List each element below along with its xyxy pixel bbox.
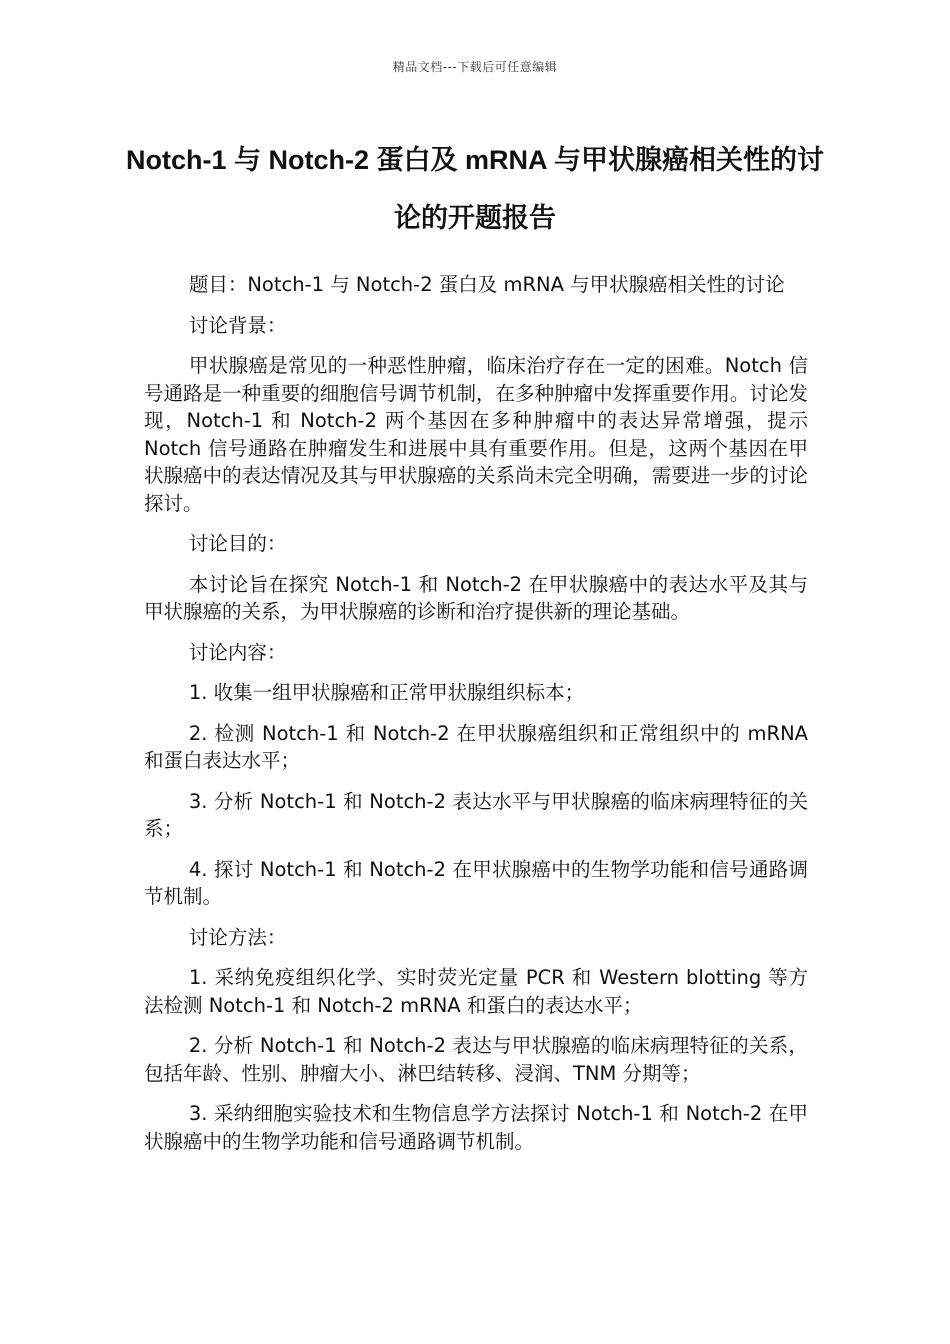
heading-content: 讨论内容： [188, 640, 287, 664]
paragraph-purpose: 本讨论旨在探究 Notch-1 和 Notch-2 在甲状腺癌中的表达水平及其与甲状腺癌的关系，为甲状腺癌的诊断和治疗提供新的理论基础。 [144, 572, 808, 623]
content-item-3: 3. 分析 Notch-1 和 Notch-2 表达水平与甲状腺癌的临床病理特征的关系； [144, 789, 808, 840]
paragraph-background: 甲状腺癌是常见的一种恶性肿瘤，临床治疗存在一定的困难。Notch 信号通路是一种重要的细胞信号调节机制，在多种肿瘤中发挥重要作用。讨论发现，Notch-1 和 Notch-2 两个基因在多种肿瘤中的表达异常增强，提示 Notch 信号通路在肿瘤发生和进展中具有重要作用。但是，这两个基因在甲状腺癌中的表达情况及其与甲状腺癌的关系尚未完全明确，需要进一步的讨论探讨。 [144, 354, 808, 515]
document-title: Notch-1 与 Notch-2 蛋白及 mRNA 与甲状腺癌相关性的讨论的开题报告 [125, 145, 824, 233]
content-item-4: 4. 探讨 Notch-1 和 Notch-2 在甲状腺癌中的生物学功能和信号通路调节机制。 [144, 857, 808, 908]
method-item-2: 2. 分析 Notch-1 和 Notch-2 表达与甲状腺癌的临床病理特征的关系，包括年龄、性别、肿瘤大小、淋巴结转移、浸润、TNM 分期等； [144, 1034, 808, 1085]
header-note: 精品文档---下载后可任意编辑 [392, 60, 558, 74]
heading-purpose: 讨论目的： [188, 532, 287, 555]
method-item-3: 3. 采纳细胞实验技术和生物信息学方法探讨 Notch-1 和 Notch-2 在甲状腺癌中的生物学功能和信号通路调节机制。 [144, 1102, 808, 1153]
content-item-1: 1. 收集一组甲状腺癌和正常甲状腺组织标本； [188, 681, 585, 704]
content-item-2: 2. 检测 Notch-1 和 Notch-2 在甲状腺癌组织和正常组织中的 mRNA 和蛋白表达水平； [144, 721, 808, 772]
heading-methods: 讨论方法： [188, 925, 287, 949]
paragraph-topic: 题目：Notch-1 与 Notch-2 蛋白及 mRNA 与甲状腺癌相关性的讨论 [188, 273, 785, 296]
method-item-1: 1. 采纳免疫组织化学、实时荧光定量 PCR 和 Western blotting 等方法检测 Notch-1 和 Notch-2 mRNA 和蛋白的表达水平； [144, 966, 808, 1017]
heading-background: 讨论背景： [188, 313, 287, 337]
document-body [144, 271, 808, 1168]
